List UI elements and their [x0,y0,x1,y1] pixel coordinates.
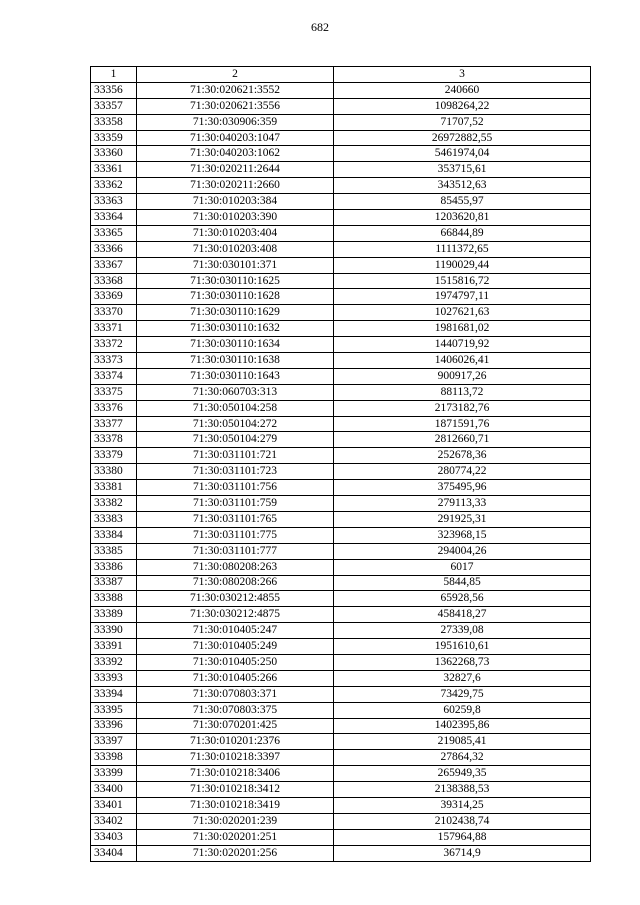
value-cell: 60259,8 [334,702,591,718]
row-number-cell: 33404 [91,845,137,861]
table-row [91,782,591,798]
row-number-cell: 33380 [91,464,137,480]
row-number-cell: 33384 [91,527,137,543]
value-cell: 6017 [334,559,591,575]
value-cell: 85455,97 [334,194,591,210]
table-row [91,257,591,273]
cadastral-number-cell: 71:30:030110:1634 [137,337,334,353]
value-cell: 1406026,41 [334,353,591,369]
row-number-cell: 33364 [91,210,137,226]
value-cell: 88113,72 [334,384,591,400]
row-number-cell: 33372 [91,337,137,353]
value-cell: 1871591,76 [334,416,591,432]
row-number-cell: 33402 [91,813,137,829]
cadastral-number-cell: 71:30:020211:2660 [137,178,334,194]
cadastral-number-cell: 71:30:030110:1638 [137,353,334,369]
row-number-cell: 33360 [91,146,137,162]
table-row [91,829,591,845]
value-cell: 2102438,74 [334,813,591,829]
table-row [91,766,591,782]
cadastral-number-cell: 71:30:010218:3397 [137,750,334,766]
value-cell: 1098264,22 [334,98,591,114]
value-cell: 1190029,44 [334,257,591,273]
row-number-cell: 33382 [91,496,137,512]
table-row [91,496,591,512]
value-cell: 5844,85 [334,575,591,591]
column-header-3: 3 [334,67,591,83]
table-row [91,114,591,130]
table-row [91,194,591,210]
value-cell: 458418,27 [334,607,591,623]
cadastral-number-cell: 71:30:050104:258 [137,400,334,416]
cadastral-number-cell: 71:30:010203:404 [137,225,334,241]
table-row [91,797,591,813]
cadastral-number-cell: 71:30:010203:384 [137,194,334,210]
table-row [91,225,591,241]
value-cell: 1515816,72 [334,273,591,289]
table-row [91,559,591,575]
cadastral-number-cell: 71:30:050104:279 [137,432,334,448]
value-cell: 65928,56 [334,591,591,607]
cadastral-number-cell: 71:30:010405:250 [137,654,334,670]
table-row [91,416,591,432]
cadastral-number-cell: 71:30:030101:371 [137,257,334,273]
cadastral-value-table [90,66,591,862]
table-row [91,82,591,98]
table-row [91,432,591,448]
value-cell: 343512,63 [334,178,591,194]
cadastral-number-cell: 71:30:030110:1643 [137,368,334,384]
value-cell: 1440719,92 [334,337,591,353]
value-cell: 1951610,61 [334,639,591,655]
cadastral-number-cell: 71:30:030212:4855 [137,591,334,607]
row-number-cell: 33374 [91,368,137,384]
table-row [91,511,591,527]
table-row [91,210,591,226]
value-cell: 2138388,53 [334,782,591,798]
table-row [91,591,591,607]
row-number-cell: 33358 [91,114,137,130]
row-number-cell: 33397 [91,734,137,750]
table-row [91,686,591,702]
value-cell: 294004,26 [334,543,591,559]
table-row [91,162,591,178]
cadastral-number-cell: 71:30:031101:723 [137,464,334,480]
value-cell: 66844,89 [334,225,591,241]
table-header-row [91,67,591,83]
row-number-cell: 33391 [91,639,137,655]
cadastral-number-cell: 71:30:010203:390 [137,210,334,226]
table-row [91,321,591,337]
value-cell: 291925,31 [334,511,591,527]
value-cell: 252678,36 [334,448,591,464]
cadastral-number-cell: 71:30:030212:4875 [137,607,334,623]
value-cell: 323968,15 [334,527,591,543]
row-number-cell: 33369 [91,289,137,305]
cadastral-number-cell: 71:30:070803:375 [137,702,334,718]
row-number-cell: 33356 [91,82,137,98]
table-row [91,527,591,543]
cadastral-number-cell: 71:30:070803:371 [137,686,334,702]
cadastral-number-cell: 71:30:010203:408 [137,241,334,257]
column-header-1: 1 [91,67,137,83]
row-number-cell: 33370 [91,305,137,321]
cadastral-number-cell: 71:30:020621:3552 [137,82,334,98]
value-cell: 2812660,71 [334,432,591,448]
row-number-cell: 33365 [91,225,137,241]
cadastral-number-cell: 71:30:010218:3419 [137,797,334,813]
row-number-cell: 33367 [91,257,137,273]
row-number-cell: 33381 [91,480,137,496]
table-row [91,305,591,321]
row-number-cell: 33376 [91,400,137,416]
value-cell: 5461974,04 [334,146,591,162]
row-number-cell: 33368 [91,273,137,289]
row-number-cell: 33392 [91,654,137,670]
value-cell: 1402395,86 [334,718,591,734]
cadastral-number-cell: 71:30:050104:272 [137,416,334,432]
table-row [91,448,591,464]
table-row [91,241,591,257]
table-row [91,718,591,734]
cadastral-number-cell: 71:30:031101:777 [137,543,334,559]
row-number-cell: 33388 [91,591,137,607]
row-number-cell: 33389 [91,607,137,623]
table-row [91,98,591,114]
cadastral-number-cell: 71:30:031101:756 [137,480,334,496]
table-row [91,400,591,416]
column-header-2: 2 [137,67,334,83]
row-number-cell: 33357 [91,98,137,114]
row-number-cell: 33379 [91,448,137,464]
table-row [91,464,591,480]
table-row [91,130,591,146]
cadastral-number-cell: 71:30:020621:3556 [137,98,334,114]
cadastral-number-cell: 71:30:020211:2644 [137,162,334,178]
row-number-cell: 33393 [91,670,137,686]
table-row [91,384,591,400]
cadastral-number-cell: 71:30:030906:359 [137,114,334,130]
table-row [91,273,591,289]
row-number-cell: 33387 [91,575,137,591]
cadastral-number-cell: 71:30:030110:1629 [137,305,334,321]
cadastral-number-cell: 71:30:020201:256 [137,845,334,861]
row-number-cell: 33361 [91,162,137,178]
value-cell: 73429,75 [334,686,591,702]
table-row [91,734,591,750]
value-cell: 240660 [334,82,591,98]
value-cell: 26972882,55 [334,130,591,146]
row-number-cell: 33400 [91,782,137,798]
row-number-cell: 33362 [91,178,137,194]
cadastral-number-cell: 71:30:031101:759 [137,496,334,512]
cadastral-number-cell: 71:30:010218:3412 [137,782,334,798]
cadastral-number-cell: 71:30:010201:2376 [137,734,334,750]
value-cell: 1974797,11 [334,289,591,305]
table-row [91,607,591,623]
cadastral-number-cell: 71:30:010405:266 [137,670,334,686]
table-row [91,750,591,766]
row-number-cell: 33396 [91,718,137,734]
row-number-cell: 33375 [91,384,137,400]
value-cell: 1362268,73 [334,654,591,670]
value-cell: 1111372,65 [334,241,591,257]
value-cell: 27864,32 [334,750,591,766]
table-row [91,813,591,829]
table-row [91,353,591,369]
cadastral-number-cell: 71:30:070201:425 [137,718,334,734]
row-number-cell: 33383 [91,511,137,527]
cadastral-number-cell: 71:30:010405:247 [137,623,334,639]
table-row [91,368,591,384]
row-number-cell: 33366 [91,241,137,257]
table-row [91,702,591,718]
row-number-cell: 33401 [91,797,137,813]
value-cell: 280774,22 [334,464,591,480]
cadastral-number-cell: 71:30:060703:313 [137,384,334,400]
cadastral-number-cell: 71:30:031101:765 [137,511,334,527]
value-cell: 39314,25 [334,797,591,813]
table-row [91,623,591,639]
table-body [91,82,591,861]
cadastral-number-cell: 71:30:080208:263 [137,559,334,575]
row-number-cell: 33395 [91,702,137,718]
table-row [91,575,591,591]
cadastral-number-cell: 71:30:010405:249 [137,639,334,655]
page-number: 682 [311,20,329,34]
row-number-cell: 33390 [91,623,137,639]
value-cell: 32827,6 [334,670,591,686]
table-row [91,337,591,353]
row-number-cell: 33398 [91,750,137,766]
row-number-cell: 33385 [91,543,137,559]
value-cell: 1981681,02 [334,321,591,337]
row-number-cell: 33373 [91,353,137,369]
value-cell: 353715,61 [334,162,591,178]
row-number-cell: 33394 [91,686,137,702]
table-row [91,178,591,194]
value-cell: 219085,41 [334,734,591,750]
row-number-cell: 33371 [91,321,137,337]
table-row [91,845,591,861]
row-number-cell: 33399 [91,766,137,782]
table-row [91,146,591,162]
cadastral-number-cell: 71:30:080208:266 [137,575,334,591]
value-cell: 375495,96 [334,480,591,496]
cadastral-number-cell: 71:30:031101:775 [137,527,334,543]
value-cell: 265949,35 [334,766,591,782]
row-number-cell: 33386 [91,559,137,575]
table-row [91,480,591,496]
table-row [91,639,591,655]
cadastral-number-cell: 71:30:030110:1632 [137,321,334,337]
value-cell: 900917,26 [334,368,591,384]
cadastral-number-cell: 71:30:030110:1628 [137,289,334,305]
cadastral-number-cell: 71:30:040203:1062 [137,146,334,162]
row-number-cell: 33378 [91,432,137,448]
value-cell: 1203620,81 [334,210,591,226]
value-cell: 157964,88 [334,829,591,845]
row-number-cell: 33403 [91,829,137,845]
table-row [91,543,591,559]
value-cell: 71707,52 [334,114,591,130]
row-number-cell: 33359 [91,130,137,146]
cadastral-number-cell: 71:30:030110:1625 [137,273,334,289]
table-row [91,289,591,305]
row-number-cell: 33363 [91,194,137,210]
value-cell: 1027621,63 [334,305,591,321]
value-cell: 36714,9 [334,845,591,861]
cadastral-number-cell: 71:30:020201:239 [137,813,334,829]
cadastral-number-cell: 71:30:040203:1047 [137,130,334,146]
cadastral-number-cell: 71:30:031101:721 [137,448,334,464]
value-cell: 279113,33 [334,496,591,512]
value-cell: 27339,08 [334,623,591,639]
cadastral-number-cell: 71:30:010218:3406 [137,766,334,782]
table-row [91,654,591,670]
table-row [91,670,591,686]
row-number-cell: 33377 [91,416,137,432]
value-cell: 2173182,76 [334,400,591,416]
cadastral-number-cell: 71:30:020201:251 [137,829,334,845]
